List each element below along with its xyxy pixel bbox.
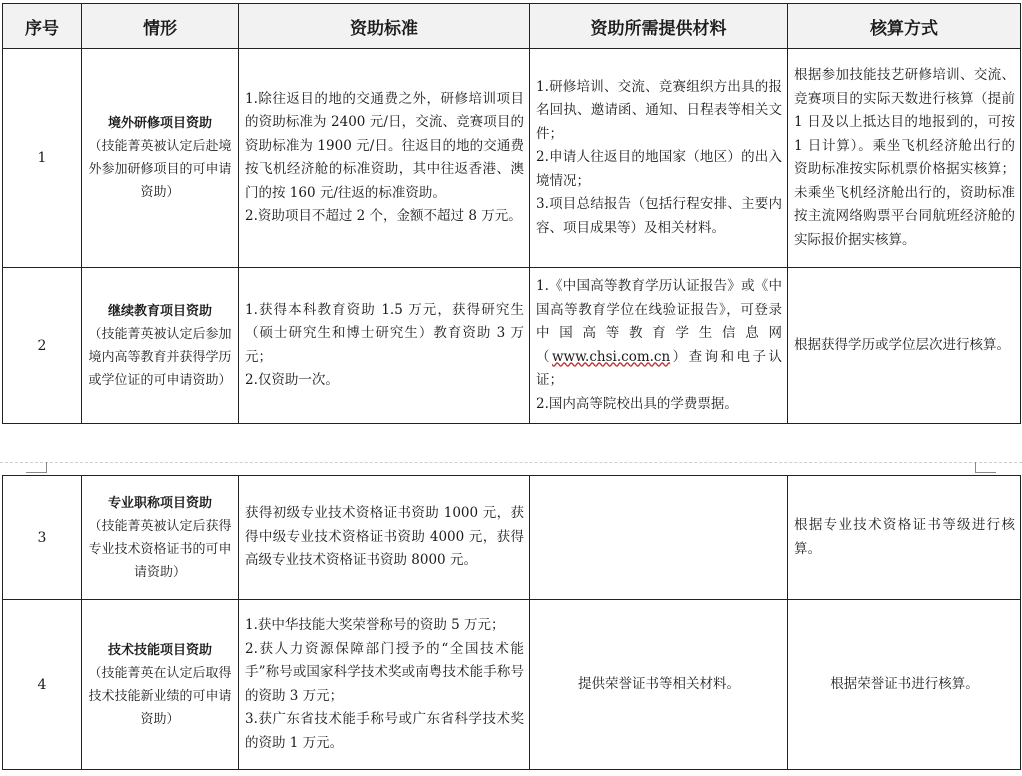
situation-desc: （技能菁英被认定后获得专业技术资格证书的可申请资助）	[88, 518, 232, 580]
standard-item: 2.获人力资源保障部门授予的“全国技术能手”称号或国家科学技术奖或南粤技术能手称号的资助 3 万元；	[245, 640, 524, 704]
materials-item: 1.研修培训、交流、竞赛组织方出具的报名回执、邀请函、通知、日程表等相关文件；	[536, 78, 782, 142]
table-row	[3, 49, 1021, 268]
materials-item: 2.申请人往返目的地国家（地区）的出入境情况；	[536, 149, 782, 189]
table-header-row	[3, 4, 1021, 49]
standard-item: 1.除往返目的地的交通费之外，研修培训项目的资助标准为 2400 元/日，交流、竞赛项目的资助标准为 1900 元/日。往返目的地的交通费按飞机经济舱的标准资助，其中往返香港、澳门的按 160 元/往返的标准资助。	[245, 90, 524, 201]
standard-cell	[239, 268, 530, 424]
standard-item: 2.仅资助一次。	[245, 372, 339, 388]
materials-item: 2.国内高等院校出具的学费票据。	[536, 395, 738, 412]
situation-title: 专业职称项目资助	[107, 495, 212, 511]
row-number: 2	[3, 268, 82, 424]
page-break-line	[0, 462, 1022, 463]
header-situation: 情形	[82, 4, 239, 49]
header-method: 核算方式	[788, 4, 1021, 49]
crop-mark-left	[26, 462, 47, 473]
row-number: 1	[3, 49, 82, 268]
situation-title: 技术技能项目资助	[107, 642, 212, 658]
situation-desc: （技能菁英被认定后赴境外参加研修项目的可申请资助）	[88, 139, 232, 200]
subsidy-table-part2	[2, 475, 1021, 770]
situation-cell	[82, 49, 239, 268]
method-cell: 根据参加技能技艺研修培训、交流、竞赛项目的实际天数进行核算（提前 1 日及以上抵达目的地报到的，可按 1 日计算）。乘坐飞机经济舱出行的资助标准按实际机票价格据实核算；未乘坐飞机经济舱出行的，资助标准按主流网络购票平台同航班经济舱的实际报价据实核算。	[788, 49, 1021, 268]
header-materials: 资助所需提供材料	[530, 4, 788, 49]
materials-item: 3.项目总结报告（包括行程安排、主要内容、项目成果等）及相关材料。	[536, 196, 782, 236]
materials-cell	[530, 49, 788, 268]
standard-item: 2.资助项目不超过 2 个，金额不超过 8 万元。	[245, 208, 522, 224]
subsidy-table-part1	[2, 3, 1021, 424]
standard-cell	[239, 476, 530, 600]
header-standard: 资助标准	[239, 4, 530, 49]
chsi-link[interactable]: www.chsi.com.cn	[551, 348, 671, 365]
standard-item: 获得初级专业技术资格证书资助 1000 元，获得中级专业技术资格证书资助 4000 元，获得高级专业技术资格证书资助 8000 元。	[245, 505, 524, 569]
situation-title: 境外研修项目资助	[107, 116, 212, 131]
situation-cell	[82, 268, 239, 424]
standard-cell	[239, 600, 530, 770]
materials-item	[536, 275, 782, 393]
situation-cell	[82, 476, 239, 600]
situation-desc: （技能菁英在认定后取得技术技能新业绩的可申请资助）	[88, 665, 232, 727]
standard-item: 1.获中华技能大奖荣誉称号的资助 5 万元；	[245, 617, 505, 633]
row-number: 3	[3, 476, 82, 600]
situation-cell	[82, 600, 239, 770]
method-cell: 根据获得学历或学位层次进行核算。	[788, 268, 1021, 424]
method-cell: 根据荣誉证书进行核算。	[788, 600, 1021, 770]
materials-cell	[530, 268, 788, 424]
crop-mark-right	[975, 462, 996, 473]
header-seq: 序号	[3, 4, 82, 49]
materials-text: 1.《中国高等教育学历认证报告》或《中国高等教育学位在线验证报告》，可登录中国高等教育学生信息网（	[536, 278, 782, 365]
page-break	[0, 448, 1022, 472]
materials-cell	[530, 476, 788, 600]
table-row	[3, 600, 1021, 770]
standard-item: 3.获广东省技术能手称号或广东省科学技术奖的资助 1 万元。	[245, 711, 524, 751]
standard-item: 1.获得本科教育资助 1.5 万元，获得研究生（硕士研究生和博士研究生）教育资助 3 万元；	[245, 301, 524, 365]
materials-text: ）查询和电子认证；	[536, 348, 783, 388]
standard-cell	[239, 49, 530, 268]
situation-desc: （技能菁英被认定后参加境内高等教育并获得学历或学位证的可申请资助）	[88, 326, 232, 388]
method-cell: 根据专业技术资格证书等级进行核算。	[788, 476, 1021, 600]
materials-cell: 提供荣誉证书等相关材料。	[530, 600, 788, 770]
table-row	[3, 476, 1021, 600]
row-number: 4	[3, 600, 82, 770]
table-row	[3, 268, 1021, 424]
situation-title: 继续教育项目资助	[107, 303, 212, 319]
